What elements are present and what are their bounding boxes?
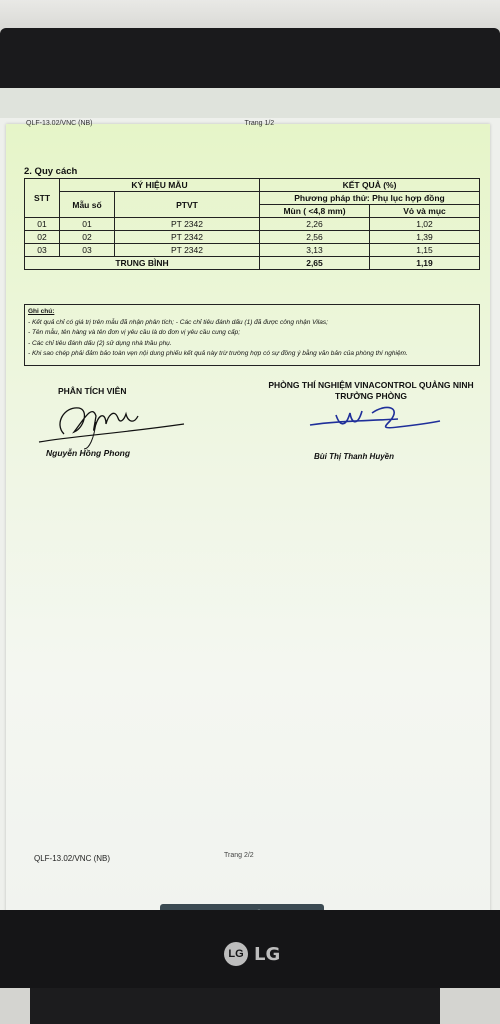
- viewer-top-bar: [0, 88, 500, 118]
- analyst-name: Nguyễn Hồng Phong: [46, 448, 131, 458]
- cell-vo: 1,15: [370, 244, 480, 257]
- analyst-signature: [34, 394, 194, 449]
- lg-circle-icon: LG: [224, 942, 248, 966]
- pdf-page: [6, 120, 490, 914]
- table-row: [25, 231, 480, 244]
- average-mun: 2,65: [260, 257, 370, 270]
- header-page-number: Trang 1/2: [244, 120, 275, 127]
- notes-title: Ghi chú:: [28, 308, 55, 315]
- cell-mau: 03: [60, 244, 115, 257]
- cell-mau: 01: [60, 218, 115, 231]
- lab-head-title: TRƯỞNG PHÒNG: [335, 391, 407, 401]
- lg-logo: [224, 940, 280, 968]
- page-header: [26, 120, 486, 130]
- notes-box: [24, 304, 480, 366]
- note-line: - Khi sao chép phải đảm bảo toàn vẹn nội dung phiếu kết quả này trừ trường hợp có sự đồng ý bằng văn bản của phòng thí nghiệm.: [28, 350, 408, 357]
- cell-mau: 02: [60, 231, 115, 244]
- results-table: [24, 178, 480, 270]
- average-vo: 1,19: [370, 257, 480, 270]
- lab-head-name: Bùi Thị Thanh Huyền: [314, 452, 394, 461]
- col-ket-qua-header: KẾT QUẢ (%): [260, 179, 480, 192]
- col-mun-header: Mùn ( <4,8 mm): [260, 205, 370, 218]
- lab-org-name: PHÒNG THÍ NGHIỆM VINACONTROL QUẢNG NINH: [268, 380, 474, 390]
- desk-surface: [440, 988, 500, 1024]
- note-line: - Các chỉ tiêu đánh dấu (2) sử dụng nhà thầu phụ.: [28, 339, 172, 347]
- cell-vo: 1,02: [370, 218, 480, 231]
- col-vo-header: Vỏ và mục: [370, 205, 480, 218]
- monitor-screen: [0, 88, 500, 910]
- note-line: - Tên mẫu, tên hàng và tên đơn vị yêu cầu là do đơn vị yêu cầu cung cấp;: [28, 329, 241, 336]
- cell-mun: 2,26: [260, 218, 370, 231]
- col-stt-header: STT: [25, 179, 60, 218]
- average-row: [25, 257, 480, 270]
- analyst-title: PHÂN TÍCH VIÊN: [58, 386, 127, 396]
- cell-vo: 1,39: [370, 231, 480, 244]
- col-ky-hieu-header: KÝ HIỆU MẪU: [60, 179, 260, 192]
- footer-form-code: QLF-13.02/VNC (NB): [34, 854, 111, 863]
- cell-stt: 03: [25, 244, 60, 257]
- cell-stt: 02: [25, 231, 60, 244]
- cell-mun: 2,56: [260, 231, 370, 244]
- average-label: TRUNG BÌNH: [25, 257, 260, 270]
- section-title: 2. Quy cách: [24, 166, 78, 177]
- col-ptvt-header: PTVT: [115, 192, 260, 218]
- cell-mun: 3,13: [260, 244, 370, 257]
- table-row: [25, 218, 480, 231]
- col-mau-so-header: Mẫu số: [60, 192, 115, 218]
- brand-text: LG: [254, 943, 281, 965]
- note-line: - Kết quả chỉ có giá trị trên mẫu đã nhận phân tích; - Các chỉ tiêu đánh dấu (1) đã được công nhận Vilas;: [28, 318, 328, 326]
- table-row: [25, 244, 480, 257]
- lab-head-signature: [306, 399, 446, 439]
- cell-ptvt: PT 2342: [115, 218, 260, 231]
- cell-stt: 01: [25, 218, 60, 231]
- monitor-stand: [30, 988, 470, 1024]
- header-form-code: QLF-13.02/VNC (NB): [26, 120, 93, 127]
- cell-ptvt: PT 2342: [115, 244, 260, 257]
- cell-ptvt: PT 2342: [115, 231, 260, 244]
- footer-page-number: Trang 2/2: [224, 852, 254, 859]
- method-header: Phương pháp thử: Phụ lục hợp đồng: [260, 192, 480, 205]
